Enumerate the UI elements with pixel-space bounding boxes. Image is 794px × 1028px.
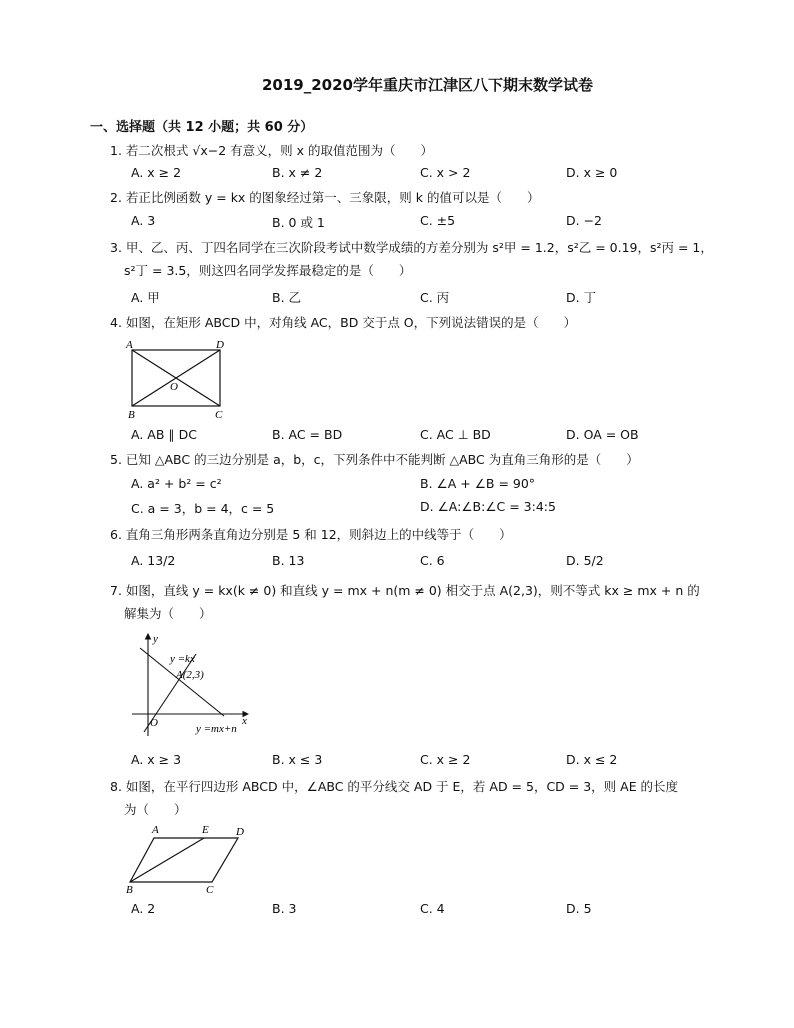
q8-option-a: A. 2 — [131, 901, 156, 916]
question-1-stem: 1. 若二次根式 √x−2 有意义，则 x 的取值范围为（ ） — [110, 143, 433, 158]
para-label-b: B — [126, 884, 133, 896]
section-heading: 一、选择题（共 12 小题；共 60 分） — [90, 120, 314, 135]
para-label-c: C — [206, 884, 214, 896]
question-2-stem: 2. 若正比例函数 y = kx 的图象经过第一、三象限，则 k 的值可以是（ ） — [110, 190, 540, 205]
graph-label-x: x — [242, 715, 247, 727]
q6-option-c: C. 6 — [420, 553, 445, 568]
q2-option-b: B. 0 或 1 — [272, 215, 325, 230]
q5-option-c: C. a = 3，b = 4，c = 5 — [131, 501, 275, 516]
question-7-stem-line2: 解集为（ ） — [124, 606, 212, 621]
q1-option-c: C. x > 2 — [420, 165, 471, 180]
rect-label-c: C — [215, 409, 223, 420]
q3-option-b: B. 乙 — [272, 290, 302, 305]
q8-option-d: D. 5 — [566, 901, 592, 916]
q7-option-d: D. x ≤ 2 — [566, 752, 618, 767]
graph-label-origin: O — [150, 717, 158, 729]
q8-option-c: C. 4 — [420, 901, 445, 916]
q8-option-b: B. 3 — [272, 901, 297, 916]
q4-option-c: C. AC ⊥ BD — [420, 427, 491, 442]
rect-label-b: B — [128, 409, 135, 420]
para-label-e: E — [202, 824, 209, 836]
rect-label-d: D — [216, 339, 224, 351]
q3-option-a: A. 甲 — [131, 290, 160, 305]
q3-option-c: C. 丙 — [420, 290, 450, 305]
q4-option-d: D. OA = OB — [566, 427, 639, 442]
graph-label-kx: y =kx — [170, 653, 195, 665]
graph-label-mx-n: y =mx+n — [196, 723, 237, 735]
parallelogram-figure — [120, 820, 256, 898]
q1-option-a: A. x ≥ 2 — [131, 165, 182, 180]
question-6-stem: 6. 直角三角形两条直角边分别是 5 和 12，则斜边上的中线等于（ ） — [110, 527, 512, 542]
q2-option-d: D. −2 — [566, 213, 602, 228]
para-label-a: A — [152, 824, 159, 836]
q3-option-d: D. 丁 — [566, 290, 597, 305]
q1-option-b: B. x ≠ 2 — [272, 165, 323, 180]
page-title: 2019_2020学年重庆市江津区八下期末数学试卷 — [262, 76, 593, 94]
q6-option-d: D. 5/2 — [566, 553, 604, 568]
question-3-stem-line2: s²丁 = 3.5，则这四名同学发挥最稳定的是（ ） — [124, 263, 412, 278]
q1-option-d: D. x ≥ 0 — [566, 165, 618, 180]
q6-option-b: B. 13 — [272, 553, 305, 568]
line-graph-figure — [124, 628, 254, 742]
q7-option-a: A. x ≥ 3 — [131, 752, 182, 767]
q7-option-c: C. x ≥ 2 — [420, 752, 471, 767]
question-5-stem: 5. 已知 △ABC 的三边分别是 a，b，c，下列条件中不能判断 △ABC 为直角三角形的是（ ） — [110, 452, 639, 467]
graph-label-point-a: A(2,3) — [176, 669, 204, 681]
rect-label-a: A — [126, 339, 133, 351]
graph-label-y: y — [153, 633, 158, 645]
q5-option-a: A. a² + b² = c² — [131, 476, 222, 491]
question-8-stem: 8. 如图，在平行四边形 ABCD 中，∠ABC 的平分线交 AD 于 E，若 AD = 5，CD = 3，则 AE 的长度 — [110, 779, 679, 794]
q2-option-c: C. ±5 — [420, 213, 456, 228]
question-3-stem: 3. 甲、乙、丙、丁四名同学在三次阶段考试中数学成绩的方差分别为 s²甲 = 1.2，s²乙 = 0.19，s²丙 = 1， — [110, 240, 713, 255]
question-4-stem: 4. 如图，在矩形 ABCD 中，对角线 AC，BD 交于点 O，下列说法错误的是（ ） — [110, 315, 577, 330]
question-8-stem-line2: 为（ ） — [124, 802, 187, 817]
q7-option-b: B. x ≤ 3 — [272, 752, 323, 767]
rect-label-o: O — [170, 381, 178, 393]
para-label-d: D — [236, 826, 244, 838]
q2-option-a: A. 3 — [131, 213, 156, 228]
question-7-stem: 7. 如图，直线 y = kx(k ≠ 0) 和直线 y = mx + n(m ≠ 0) 相交于点 A(2,3)，则不等式 kx ≥ mx + n 的 — [110, 583, 700, 598]
rectangle-figure — [118, 336, 238, 420]
q5-option-b: B. ∠A + ∠B = 90° — [420, 476, 536, 491]
q5-option-d: D. ∠A:∠B:∠C = 3:4:5 — [420, 499, 556, 514]
q4-option-b: B. AC = BD — [272, 427, 343, 442]
q4-option-a: A. AB ∥ DC — [131, 427, 197, 442]
q6-option-a: A. 13/2 — [131, 553, 176, 568]
